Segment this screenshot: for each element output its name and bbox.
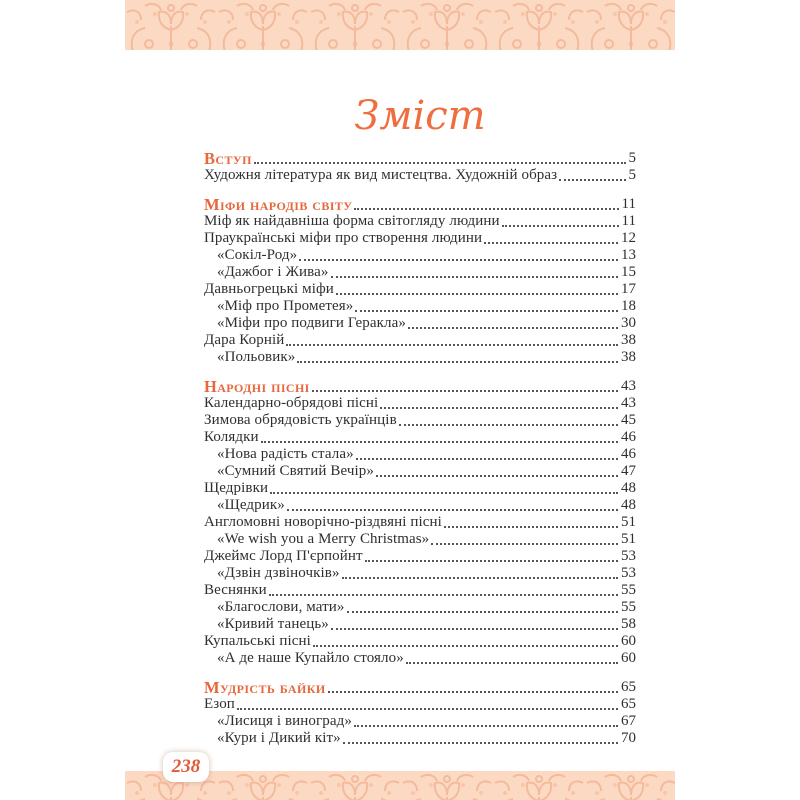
page-number: 238 <box>171 756 201 777</box>
dot-leader <box>356 458 618 460</box>
dot-leader <box>328 691 618 693</box>
toc-entry-label: Щедрівки <box>204 480 269 496</box>
toc-entry <box>204 412 636 429</box>
dot-leader <box>365 560 618 562</box>
toc-entry-label: «Кури і Дикий кіт» <box>217 730 341 746</box>
toc-section <box>204 679 636 747</box>
toc-entry-label: «Сумний Святий Вечір» <box>217 463 375 479</box>
toc-entry <box>204 264 636 281</box>
toc-entry-label: «Польовик» <box>217 349 296 365</box>
toc-page-number: 13 <box>621 247 636 263</box>
dot-leader <box>408 327 618 329</box>
toc-entry-label: «Дзвін дзвіночків» <box>217 565 340 581</box>
toc-entry <box>204 298 636 315</box>
toc-entry-label: «We wish you a Merry Christmas» <box>217 531 430 547</box>
toc-entry-label: Художня література як вид мистецтва. Художній образ <box>204 167 558 183</box>
toc-page-number: 11 <box>621 196 636 212</box>
toc-entry <box>204 633 636 650</box>
toc-page-number: 38 <box>621 332 636 348</box>
dot-leader <box>261 441 618 443</box>
toc-entry-label: Давньогрецькі міфи <box>204 281 334 297</box>
dot-leader <box>399 424 618 426</box>
toc-page-number: 65 <box>621 679 636 695</box>
toc-page-number: 46 <box>621 429 636 445</box>
toc-entry <box>204 480 636 497</box>
toc-page-number: 55 <box>621 599 636 615</box>
toc-heading-label: Міфи народів світу <box>204 195 353 214</box>
toc-heading-label: Народні пісні <box>204 377 310 396</box>
toc <box>204 150 636 747</box>
toc-entry <box>204 247 636 264</box>
toc-page-number: 11 <box>621 213 636 229</box>
dot-leader <box>406 662 618 664</box>
toc-entry-label: «А де наше Купайло стояло» <box>217 650 404 666</box>
page <box>125 0 675 800</box>
dot-leader <box>331 628 618 630</box>
toc-page-number: 46 <box>621 446 636 462</box>
toc-entry-label: Міф як найдавніша форма світогляду людини <box>204 213 500 229</box>
toc-section-heading <box>204 196 636 213</box>
toc-entry <box>204 213 636 230</box>
toc-entry-label: Зимова обрядовість українців <box>204 412 397 428</box>
page-number-badge <box>163 752 209 782</box>
dot-leader <box>502 225 619 227</box>
toc-entry-label: «Сокіл-Род» <box>217 247 298 263</box>
toc-entry-label: Джеймс Лорд П'єрпойнт <box>204 548 363 564</box>
dot-leader <box>380 407 618 409</box>
toc-entry <box>204 446 636 463</box>
toc-page-number: 5 <box>628 150 636 166</box>
toc-entry-label: «Кривий танець» <box>217 616 329 632</box>
toc-entry-label: «Щедрик» <box>217 497 285 513</box>
toc-entry <box>204 332 636 349</box>
toc-entry-label: «Лисиця і виноград» <box>217 713 352 729</box>
toc-entry-label: Праукраїнські міфи про створення людини <box>204 230 483 246</box>
toc-page-number: 48 <box>621 497 636 513</box>
toc-page-number: 43 <box>621 378 636 394</box>
toc-section <box>204 378 636 667</box>
toc-entry <box>204 730 636 747</box>
toc-entry-label: Дара Корній <box>204 332 285 348</box>
toc-entry-label: «Нова радість стала» <box>217 446 354 462</box>
toc-page-number: 43 <box>621 395 636 411</box>
toc-page-number: 38 <box>621 349 636 365</box>
toc-entry-label: «Міф про Прометея» <box>217 298 354 314</box>
toc-entry <box>204 230 636 247</box>
toc-entry-label: «Міфи про подвиги Геракла» <box>217 315 406 331</box>
toc-entry <box>204 429 636 446</box>
toc-page-number: 47 <box>621 463 636 479</box>
toc-entry <box>204 599 636 616</box>
toc-page-number: 65 <box>621 696 636 712</box>
toc-page-number: 45 <box>621 412 636 428</box>
dot-leader <box>343 742 618 744</box>
toc-entry <box>204 650 636 667</box>
toc-page-number: 48 <box>621 480 636 496</box>
toc-entry-label: Англомовні новорічно-різдвяні пісні <box>204 514 442 530</box>
dot-leader <box>287 509 618 511</box>
toc-entry <box>204 514 636 531</box>
toc-entry <box>204 315 636 332</box>
dot-leader <box>355 310 618 312</box>
toc-entry-label: Езоп <box>204 696 235 712</box>
dot-leader <box>444 526 618 528</box>
damask-pattern-top <box>125 0 675 50</box>
toc-heading-label: Вступ <box>204 149 252 168</box>
toc-entry <box>204 463 636 480</box>
toc-entry <box>204 565 636 582</box>
toc-entry <box>204 349 636 366</box>
toc-entry <box>204 167 636 184</box>
toc-page-number: 67 <box>621 713 636 729</box>
toc-section-heading <box>204 679 636 696</box>
toc-page-number: 51 <box>621 531 636 547</box>
toc-section-heading <box>204 150 636 167</box>
toc-page-number: 55 <box>621 582 636 598</box>
toc-page-number: 53 <box>621 565 636 581</box>
toc-section-heading <box>204 378 636 395</box>
toc-page-number: 17 <box>621 281 636 297</box>
top-ornament-band <box>125 0 675 50</box>
dot-leader <box>347 611 618 613</box>
toc-page-number: 5 <box>628 167 636 183</box>
toc-entry-label: Веснянки <box>204 582 267 598</box>
toc-page-number: 18 <box>621 298 636 314</box>
dot-leader <box>342 577 618 579</box>
dot-leader <box>354 725 618 727</box>
dot-leader <box>297 361 618 363</box>
toc-entry <box>204 616 636 633</box>
toc-entry <box>204 696 636 713</box>
toc-entry <box>204 531 636 548</box>
dot-leader <box>484 242 618 244</box>
dot-leader <box>299 259 618 261</box>
dot-leader <box>336 293 618 295</box>
toc-page-number: 51 <box>621 514 636 530</box>
dot-leader <box>254 162 626 164</box>
dot-leader <box>331 276 618 278</box>
dot-leader <box>354 208 618 210</box>
toc-page-number: 30 <box>621 315 636 331</box>
toc-entry-label: Купальські пісні <box>204 633 311 649</box>
toc-entry-label: «Дажбог і Жива» <box>217 264 329 280</box>
toc-page-number: 70 <box>621 730 636 746</box>
toc-page-number: 53 <box>621 548 636 564</box>
toc-entry-label: Календарно-обрядові пісні <box>204 395 379 411</box>
dot-leader <box>270 492 618 494</box>
dot-leader <box>286 344 618 346</box>
toc-page-number: 60 <box>621 650 636 666</box>
dot-leader <box>376 475 618 477</box>
toc-page-number: 15 <box>621 264 636 280</box>
toc-page-number: 60 <box>621 633 636 649</box>
toc-page-number: 12 <box>621 230 636 246</box>
toc-entry <box>204 497 636 514</box>
toc-heading-label: Мудрість байки <box>204 678 326 697</box>
toc-entry <box>204 281 636 298</box>
toc-page-number: 58 <box>621 616 636 632</box>
toc-entry-label: Колядки <box>204 429 259 445</box>
dot-leader <box>312 390 618 392</box>
dot-leader <box>269 594 618 596</box>
toc-section <box>204 150 636 184</box>
toc-entry <box>204 395 636 412</box>
dot-leader <box>431 543 618 545</box>
page-title: Зміст <box>354 93 486 139</box>
toc-entry <box>204 548 636 565</box>
toc-entry <box>204 713 636 730</box>
toc-entry-label: «Благослови, мати» <box>217 599 345 615</box>
dot-leader <box>313 645 618 647</box>
dot-leader <box>237 708 618 710</box>
toc-entry <box>204 582 636 599</box>
toc-section <box>204 196 636 366</box>
dot-leader <box>559 179 625 181</box>
